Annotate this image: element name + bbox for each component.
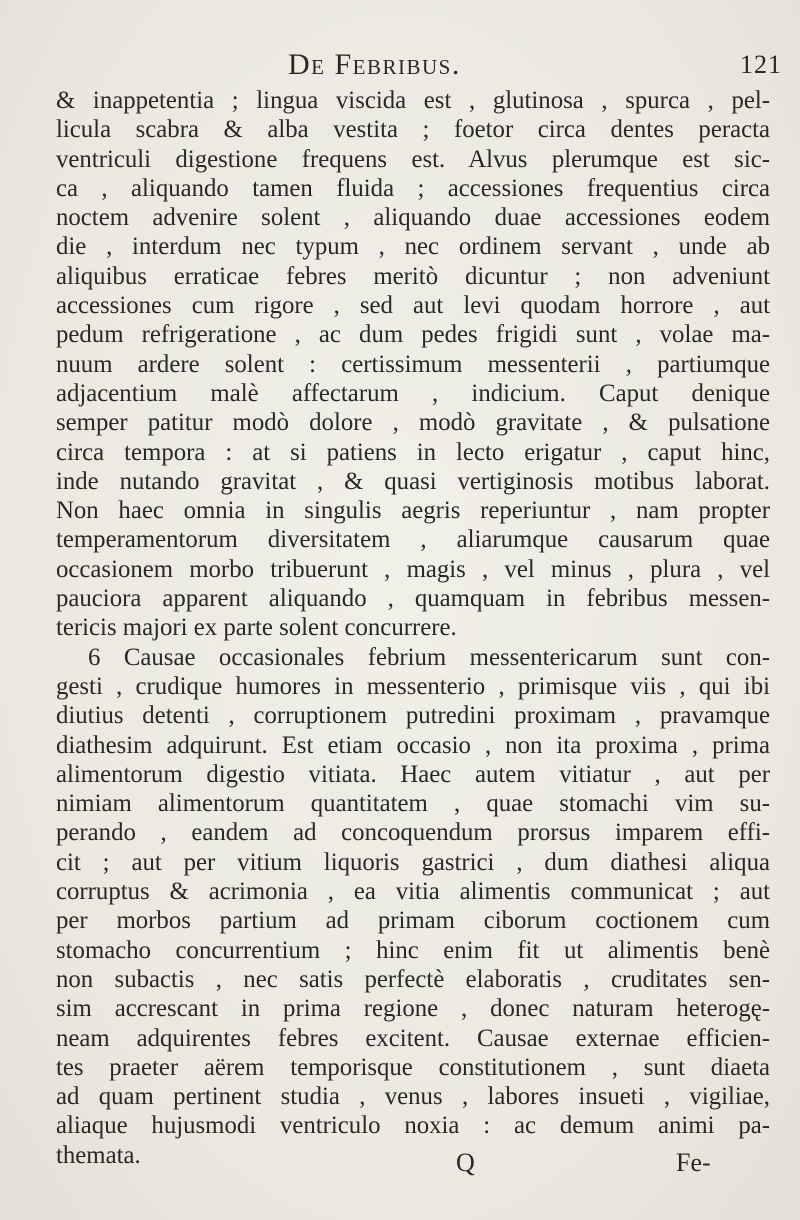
text-line: alimentorum digestio vitiata. Haec autem vitiatur , aut per bbox=[56, 760, 770, 788]
text-line: tes praeter aërem temporisque constitutionem , sunt diaeta bbox=[56, 1053, 770, 1081]
text-line: ventriculi digestione frequens est. Alvus plerumque est sic- bbox=[56, 145, 770, 173]
text-line: die , interdum nec typum , nec ordinem servant , unde ab bbox=[56, 233, 770, 261]
text-line: & inappetentia ; lingua viscida est , glutinosa , spurca , pel- bbox=[56, 87, 770, 114]
page-number: 121 bbox=[740, 50, 782, 79]
page-header bbox=[0, 48, 800, 88]
text-line: stomacho concurrentium ; hinc enim fit ut alimentis benè bbox=[56, 936, 770, 964]
text-line: non subactis , nec satis perfectè elaboratis , cruditates sen- bbox=[56, 965, 770, 993]
text-line: pedum refrigeratione , ac dum pedes frigidi sunt , volae ma- bbox=[56, 321, 770, 349]
text-line: diathesim adquirunt. Est etiam occasio , non ita proxima , prima bbox=[56, 731, 770, 759]
text-line: accessiones cum rigore , sed aut levi quodam horrore , aut bbox=[56, 292, 770, 320]
text-line: gesti , crudique humores in messenterio , primisque viis , qui ibi bbox=[56, 672, 770, 700]
text-line: ad quam pertinent studia , venus , labores insueti , vigiliae, bbox=[56, 1083, 770, 1111]
text-line: temperamentorum diversitatem , aliarumque causarum quae bbox=[56, 526, 770, 554]
page-footer bbox=[0, 1148, 800, 1188]
text-line: nimiam alimentorum quantitatem , quae stomachi vim su- bbox=[56, 790, 770, 818]
text-line: cit ; aut per vitium liquoris gastrici , dum diathesi aliqua bbox=[56, 848, 770, 876]
text-line: per morbos partium ad primam ciborum coctionem cum bbox=[56, 907, 770, 935]
text-line: aliquibus erraticae febres meritò dicuntur ; non adveniunt bbox=[56, 262, 770, 290]
text-line: circa tempora : at si patiens in lecto erigatur , caput hinc, bbox=[56, 438, 770, 466]
text-line: neam adquirentes febres excitent. Causae externae efficien- bbox=[56, 1024, 770, 1052]
text-line: aliaque hujusmodi ventriculo noxia : ac demum animi pa- bbox=[56, 1112, 770, 1140]
text-line: licula scabra & alba vestita ; foetor circa dentes peracta bbox=[56, 116, 770, 144]
text-line: noctem advenire solent , aliquando duae accessiones eodem bbox=[56, 204, 770, 232]
text-line: semper patitur modò dolore , modò gravitate , & pulsatione bbox=[56, 409, 770, 437]
text-line: occasionem morbo tribuerunt , magis , vel minus , plura , vel bbox=[56, 555, 770, 583]
text-line: sim accrescant in prima regione , donec naturam heterogę- bbox=[56, 995, 770, 1023]
text-line: inde nutando gravitat , & quasi vertiginosis motibus laborat. bbox=[56, 467, 770, 495]
text-line: Non haec omnia in singulis aegris reperiuntur , nam propter bbox=[56, 497, 770, 525]
text-line: 6 Causae occasionales febrium messentericarum sunt con- bbox=[88, 643, 770, 671]
catchword: Fe- bbox=[676, 1148, 711, 1177]
text-line: adjacentium malè affectarum , indicium. Caput denique bbox=[56, 379, 770, 407]
body-text bbox=[56, 86, 770, 1170]
text-line: nuum ardere solent : certissimum messenterii , partiumque bbox=[56, 350, 770, 378]
signature-mark: Q bbox=[456, 1148, 475, 1177]
text-line: corruptus & acrimonia , ea vitia alimentis communicat ; aut bbox=[56, 878, 770, 906]
text-line: ca , aliquando tamen fluida ; accessiones frequentius circa bbox=[56, 174, 770, 202]
text-line: themata. bbox=[56, 1141, 141, 1169]
text-line: tericis majori ex parte solent concurrere. bbox=[56, 614, 457, 642]
text-line: diutius detenti , corruptionem putredini proximam , pravamque bbox=[56, 702, 770, 730]
text-line: perando , eandem ad concoquendum prorsus imparem effi- bbox=[56, 819, 770, 847]
running-title: De Febribus. bbox=[288, 48, 461, 81]
text-line: pauciora apparent aliquando , quamquam in febribus messen- bbox=[56, 585, 770, 613]
